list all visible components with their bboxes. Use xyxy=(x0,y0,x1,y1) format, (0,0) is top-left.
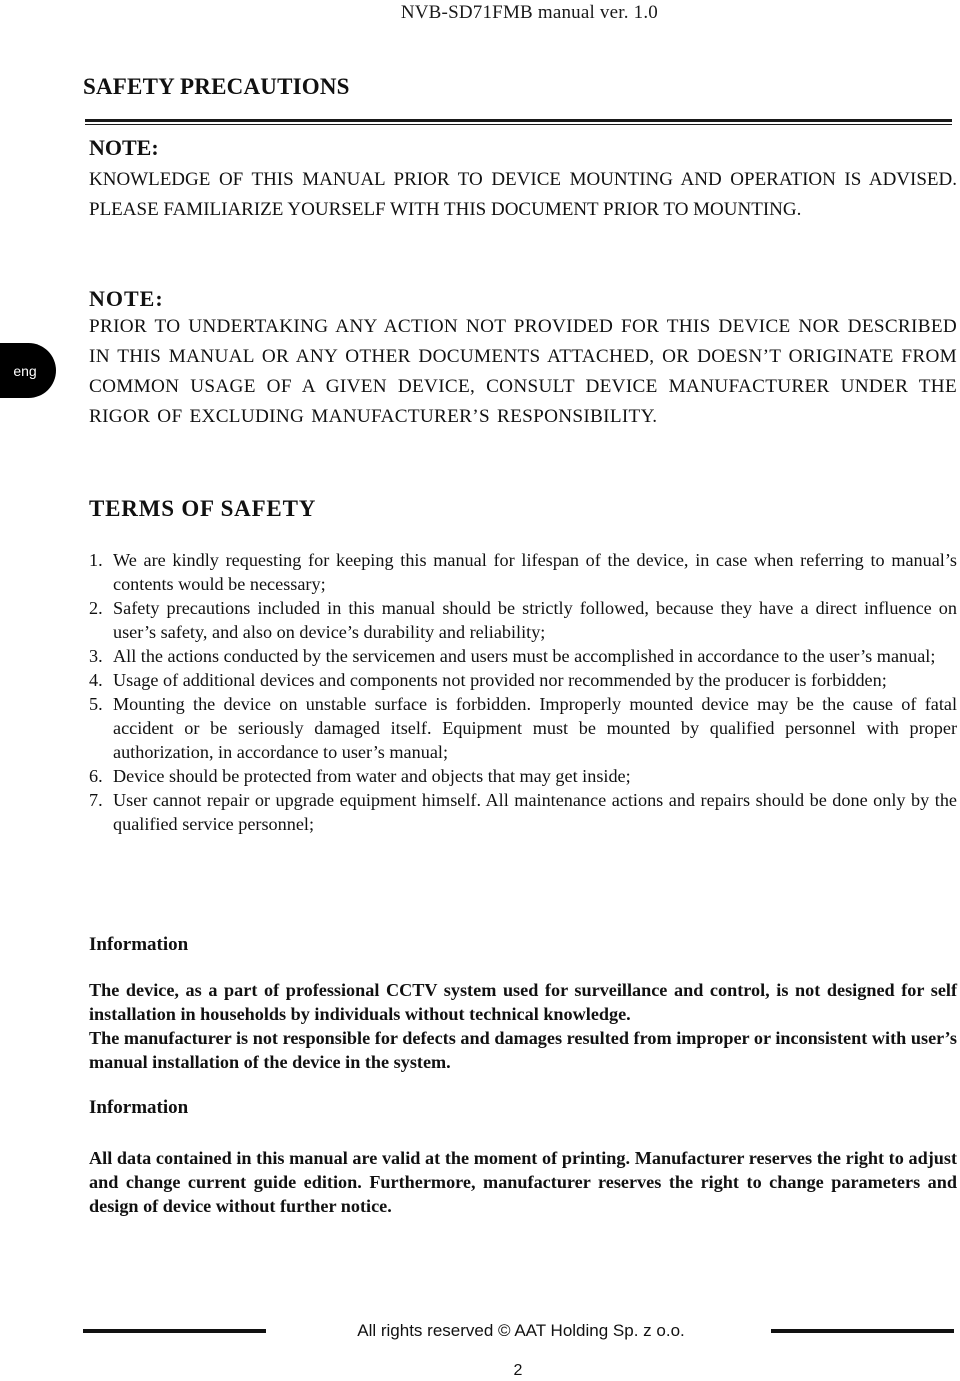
page-number: 2 xyxy=(513,1362,523,1379)
list-item-number: 6. xyxy=(89,766,103,786)
list-item-number: 7. xyxy=(89,790,103,810)
language-tab-label: eng xyxy=(13,362,37,379)
section-title: SAFETY PRECAUTIONS xyxy=(83,74,350,99)
list-item-text: We are kindly requesting for keeping this manual for lifespan of the device, in case when referring to manual’s contents would be necessary; xyxy=(113,550,957,594)
terms-list xyxy=(89,548,957,836)
language-tab xyxy=(0,343,56,398)
info2-label: Information xyxy=(89,1097,189,1118)
footer-rule-right xyxy=(771,1329,954,1333)
list-item-number: 5. xyxy=(89,694,103,714)
list-item-text: Device should be protected from water and objects that may get inside; xyxy=(113,766,631,786)
list-item-number: 3. xyxy=(89,646,103,666)
list-item xyxy=(89,548,957,596)
list-item xyxy=(89,764,957,788)
note1-label: NOTE: xyxy=(89,135,159,160)
list-item xyxy=(89,596,957,644)
info1-paragraph-2: The manufacturer is not responsible for defects and damages resulted from improper or inconsistent with user’s manual installation of the device in the system. xyxy=(89,1028,957,1072)
list-item-text: Safety precautions included in this manual should be strictly followed, because they have a direct influence on user’s safety, and also on device’s durability and reliability; xyxy=(113,598,957,642)
info2-paragraph-1: All data contained in this manual are valid at the moment of printing. Manufacturer reserves the right to adjust and change current guide edition. Furthermore, manufacturer reserves the right to change parameters and design of device without further notice. xyxy=(89,1148,957,1216)
info1-paragraph-1: The device, as a part of professional CCTV system used for surveillance and control, is not designed for self installation in households by individuals without technical knowledge. xyxy=(89,980,957,1024)
terms-title: TERMS OF SAFETY xyxy=(89,496,317,521)
footer-copyright: All rights reserved © AAT Holding Sp. z o.o. xyxy=(357,1321,685,1340)
document-header: NVB-SD71FMB manual ver. 1.0 xyxy=(400,2,658,23)
list-item-text: All the actions conducted by the servicemen and users must be accomplished in accordance to the user’s manual; xyxy=(113,646,936,666)
note2-text: PRIOR TO UNDERTAKING ANY ACTION NOT PROVIDED FOR THIS DEVICE NOR DESCRIBED IN THIS MANUAL OR ANY OTHER DOCUMENTS ATTACHED, OR DOESN’T ORIGINATE FROM COMMON USAGE OF A GIVEN DEVICE, CONSULT DEVICE MANUFACTURER UNDER THE RIGOR OF EXCLUDING MANUFACTURER’S RESPONSIBILITY. xyxy=(89,316,957,427)
note2-label: NOTE: xyxy=(89,286,164,311)
list-item xyxy=(89,788,957,836)
list-item-text: Usage of additional devices and components not provided nor recommended by the producer is forbidden; xyxy=(113,670,887,690)
list-item-text: Mounting the device on unstable surface is forbidden. Improperly mounted device may be the cause of fatal accident or be seriously damaged itself. Equipment must be mounted by qualified personnel with proper authorization, in accordance to user’s manual; xyxy=(113,694,957,762)
list-item-text: User cannot repair or upgrade equipment himself. All maintenance actions and repairs should be done only by the qualified service personnel; xyxy=(113,790,957,834)
list-item-number: 2. xyxy=(89,598,103,618)
note1-text: KNOWLEDGE OF THIS MANUAL PRIOR TO DEVICE MOUNTING AND OPERATION IS ADVISED. PLEASE FAMILIARIZE YOURSELF WITH THIS DOCUMENT PRIOR TO MOUNTING. xyxy=(89,169,957,220)
title-rule-thin xyxy=(85,124,952,125)
list-item xyxy=(89,644,957,668)
info1-label: Information xyxy=(89,934,189,955)
list-item-number: 4. xyxy=(89,670,103,690)
list-item xyxy=(89,668,957,692)
list-item xyxy=(89,692,957,764)
list-item-number: 1. xyxy=(89,550,103,570)
title-rule-thick xyxy=(85,119,952,122)
